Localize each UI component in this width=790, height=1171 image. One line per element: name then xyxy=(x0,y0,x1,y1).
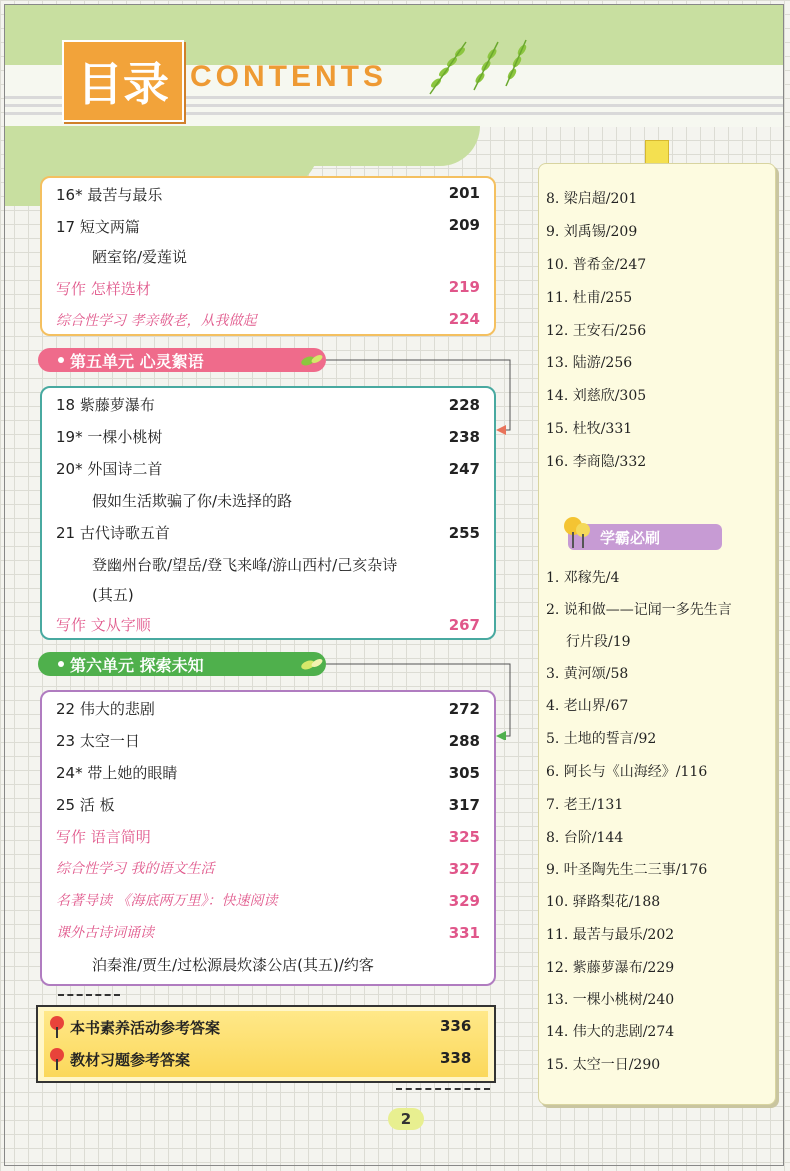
page-number: 228 xyxy=(448,396,480,414)
page-number: 267 xyxy=(448,616,480,634)
page-title: 目录 xyxy=(62,40,184,122)
toc-entry-activity[interactable]: 综合性学习 我的语文生活 xyxy=(56,861,215,877)
toc-entry[interactable]: 17 短文两篇 xyxy=(56,218,140,236)
toc-entry[interactable]: 19* 一棵小桃树 xyxy=(56,428,163,446)
toc-entry[interactable]: 21 古代诗歌五首 xyxy=(56,524,170,542)
toc-entry[interactable]: 23 太空一日 xyxy=(56,732,140,750)
page-number: 288 xyxy=(448,732,480,750)
page-number: 327 xyxy=(448,860,480,878)
toc-subentry: 假如生活欺骗了你/未选择的路 xyxy=(92,492,293,510)
right-list-item: 7. 老王/131 xyxy=(546,797,624,813)
toc-entry[interactable]: 20* 外国诗二首 xyxy=(56,460,163,478)
toc-subentry: 登幽州台歌/望岳/登飞来峰/游山西村/己亥杂诗 xyxy=(92,556,398,574)
toc-entry-writing[interactable]: 写作 文从字顺 xyxy=(56,616,151,634)
toc-subentry: (其五) xyxy=(92,586,134,604)
right-list-item: 11. 最苦与最乐/202 xyxy=(546,927,675,943)
right-list-item: 8. 梁启超/201 xyxy=(546,191,638,207)
page-number: 247 xyxy=(448,460,480,478)
page-number: 219 xyxy=(448,278,480,296)
answers-entry[interactable]: 教材习题参考答案 xyxy=(70,1051,191,1069)
right-list-item: 12. 王安石/256 xyxy=(546,323,647,339)
answers-entry[interactable]: 本书素养活动参考答案 xyxy=(70,1019,221,1037)
right-list-item: 6. 阿长与《山海经》/116 xyxy=(546,764,708,780)
right-list-item: 9. 叶圣陶先生二三事/176 xyxy=(546,862,708,878)
toc-entry[interactable]: 22 伟大的悲剧 xyxy=(56,700,155,718)
xueba-tag: 学霸必刷 xyxy=(568,524,722,550)
tree-icon xyxy=(46,1015,68,1039)
toc-entry-activity[interactable]: 综合性学习 孝亲敬老，从我做起 xyxy=(56,313,257,329)
page-number: 317 xyxy=(448,796,480,814)
page-number: 224 xyxy=(448,310,480,328)
unit5-tag xyxy=(38,348,326,372)
right-list-item: 13. 一棵小桃树/240 xyxy=(546,992,675,1008)
right-list-item: 14. 伟大的悲剧/274 xyxy=(546,1024,675,1040)
page-number: 272 xyxy=(448,700,480,718)
right-list-item: 10. 普希金/247 xyxy=(546,257,647,273)
page-number: 338 xyxy=(440,1049,472,1067)
bullet-icon xyxy=(58,661,64,667)
page-number-footer: 2 xyxy=(388,1108,424,1130)
unit6-title: 第六单元 探索未知 xyxy=(70,655,204,675)
page-number: 331 xyxy=(448,924,480,942)
divider xyxy=(396,1088,490,1092)
page-number: 325 xyxy=(448,828,480,846)
page-number: 329 xyxy=(448,892,480,910)
right-list-item: 15. 太空一日/290 xyxy=(546,1057,661,1073)
right-list-item: 11. 杜甫/255 xyxy=(546,290,633,306)
page-number: 305 xyxy=(448,764,480,782)
right-list-item: 15. 杜牧/331 xyxy=(546,421,633,437)
leaf-sprigs-icon xyxy=(422,28,532,98)
toc-entry[interactable]: 25 活 板 xyxy=(56,796,115,814)
bullet-icon xyxy=(58,357,64,363)
page-number: 209 xyxy=(448,216,480,234)
right-list-item: 行片段/19 xyxy=(566,634,631,650)
right-list-item: 1. 邓稼先/4 xyxy=(546,570,620,586)
toc-entry-writing[interactable]: 写作 怎样选材 xyxy=(56,280,151,298)
toc-entry-poems[interactable]: 课外古诗词诵读 xyxy=(56,925,154,941)
right-list-item: 10. 驿路梨花/188 xyxy=(546,894,661,910)
right-list-item: 14. 刘慈欣/305 xyxy=(546,388,647,404)
right-list-item: 2. 说和做——记闻一多先生言 xyxy=(546,602,732,618)
contents-heading: CONTENTS xyxy=(190,60,387,93)
page-number: 336 xyxy=(440,1017,472,1035)
right-list-item: 8. 台阶/144 xyxy=(546,830,624,846)
page-number: 238 xyxy=(448,428,480,446)
right-list-item: 4. 老山界/67 xyxy=(546,698,629,714)
tree-icon xyxy=(46,1047,68,1071)
right-list-item: 13. 陆游/256 xyxy=(546,355,633,371)
toc-subentry: 陋室铭/爱莲说 xyxy=(92,248,188,266)
unit6-tag xyxy=(38,652,326,676)
toc-entry[interactable]: 18 紫藤萝瀑布 xyxy=(56,396,155,414)
toc-entry[interactable]: 16* 最苦与最乐 xyxy=(56,186,163,204)
toc-entry[interactable]: 24* 带上她的眼睛 xyxy=(56,764,178,782)
unit5-title: 第五单元 心灵絮语 xyxy=(70,351,204,371)
page-number: 201 xyxy=(448,184,480,202)
toc-entry-reading[interactable]: 名著导读 《海底两万里》：快速阅读 xyxy=(56,893,278,909)
tree-icon xyxy=(562,514,592,550)
right-list-item: 3. 黄河颂/58 xyxy=(546,666,629,682)
toc-subentry: 泊秦淮/贾生/过松源晨炊漆公店(其五)/约客 xyxy=(92,956,374,974)
right-list-item: 16. 李商隐/332 xyxy=(546,454,647,470)
divider xyxy=(58,994,120,998)
right-list-item: 12. 紫藤萝瀑布/229 xyxy=(546,960,675,976)
right-list-item: 9. 刘禹锡/209 xyxy=(546,224,638,240)
page-number: 255 xyxy=(448,524,480,542)
green-decoration xyxy=(180,126,480,166)
right-list-item: 5. 土地的誓言/92 xyxy=(546,731,657,747)
toc-entry-writing[interactable]: 写作 语言简明 xyxy=(56,828,151,846)
